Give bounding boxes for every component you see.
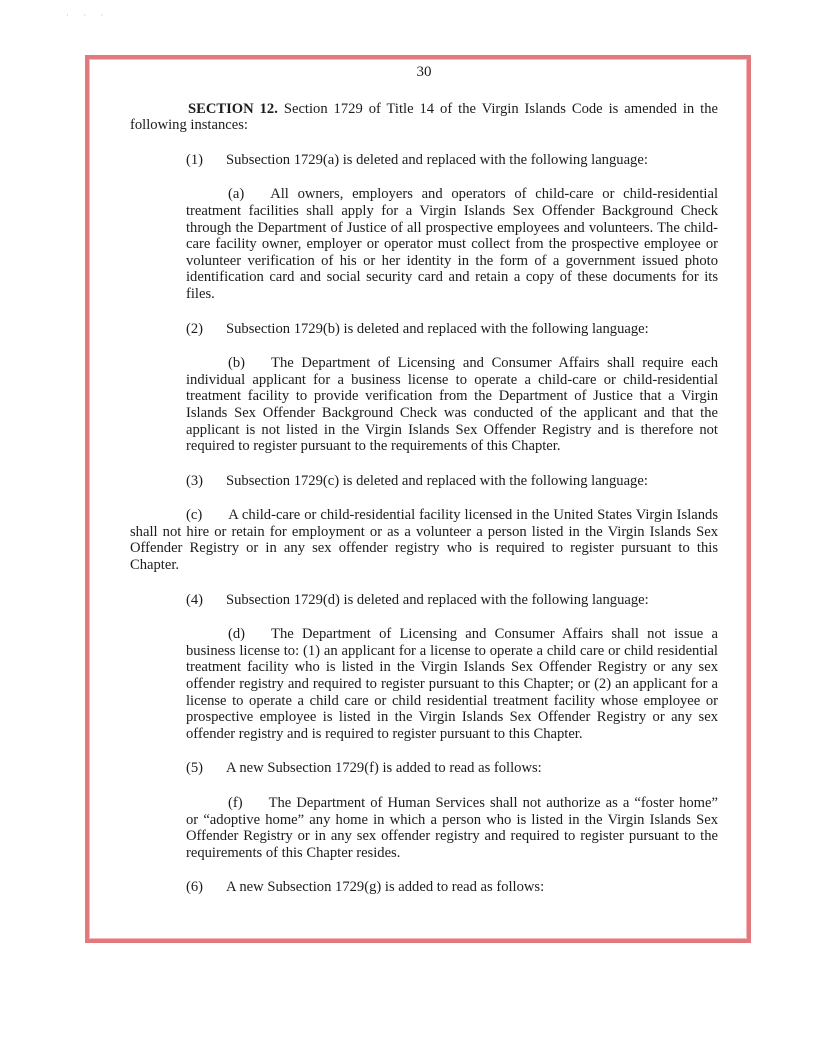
amendment-item-6 bbox=[130, 879, 718, 896]
item-number: (4) bbox=[186, 591, 204, 608]
item-number: (5) bbox=[186, 760, 204, 777]
section-intro: Section 1729 of Title 14 of the Virgin Islands Code is amended in the following instances: bbox=[130, 100, 719, 134]
section-label: SECTION 12. bbox=[188, 100, 278, 117]
amendment-item-3 bbox=[130, 473, 718, 490]
subsection-label: (c) bbox=[186, 507, 203, 524]
item-instruction: Subsection 1729(b) is deleted and replaced with the following language: bbox=[226, 320, 649, 337]
page-number: 30 bbox=[416, 64, 432, 80]
amendment-item-4 bbox=[130, 592, 718, 609]
subsection-body: The Department of Licensing and Consumer Affairs shall require each individual applicant for a business license to operate a child-care or child-residential treatment facility to provide verification from the Department of Justice that a Virgin Islands Sex Offender Background Check was conducted of the applicant and that the applicant is not listed in the Virgin Islands Sex Offender Registry and is therefore not required to register pursuant to the requirements of this Chapter. bbox=[186, 355, 718, 455]
subsection-f-text bbox=[130, 795, 718, 861]
subsection-d-text bbox=[130, 626, 718, 742]
subsection-a-text bbox=[130, 186, 718, 302]
subsection-label: (d) bbox=[228, 626, 246, 643]
subsection-c-text bbox=[130, 507, 718, 573]
item-instruction: Subsection 1729(d) is deleted and replaced with the following language: bbox=[226, 591, 649, 608]
item-number: (2) bbox=[186, 320, 204, 337]
subsection-body: The Department of Human Services shall not authorize as a “foster home” or “adoptive home” any home in which a person who is listed in the Virgin Islands Sex Offender Registry or in any sex offender registry and required to register pursuant to the requirements of this Chapter resides. bbox=[186, 795, 718, 861]
subsection-label: (b) bbox=[228, 355, 246, 372]
document-body bbox=[130, 64, 718, 914]
subsection-label: (f) bbox=[228, 795, 243, 811]
item-instruction: A new Subsection 1729(f) is added to read as follows: bbox=[226, 760, 542, 777]
subsection-b-text bbox=[130, 355, 718, 455]
item-instruction: A new Subsection 1729(g) is added to read as follows: bbox=[226, 879, 545, 896]
subsection-body: All owners, employers and operators of child-care or child-residential treatment facilities shall apply for a Virgin Islands Sex Offender Background Check through the Department of Justice of all prospective employees and volunteers. The child-care facility owner, employer or operator must collect from the prospective employee or volunteer verification of his or her identity in the form of a government issued photo identification card and social security card and retain a copy of these documents for its files. bbox=[186, 186, 718, 302]
scan-corner-marks: · · · bbox=[66, 10, 110, 20]
subsection-label: (a) bbox=[228, 186, 245, 203]
item-instruction: Subsection 1729(c) is deleted and replaced with the following language: bbox=[226, 472, 648, 489]
item-number: (1) bbox=[186, 151, 204, 168]
subsection-body: The Department of Licensing and Consumer Affairs shall not issue a business license to: (1) an applicant for a license to operate a child care or child residential treatment facility who is listed in the Virgin Islands Sex Offender Registry or any sex offender registry and required to register pursuant to this Chapter; or (2) an applicant for a license to operate a child care or child residential treatment facility whose employee or prospective employee is listed in the Virgin Islands Sex Offender Registry or any sex offender registry and is required to register pursuant to this Chapter. bbox=[186, 626, 718, 742]
amendment-item-2 bbox=[130, 321, 718, 338]
amendment-item-5 bbox=[130, 760, 718, 777]
item-number: (6) bbox=[186, 879, 204, 896]
item-instruction: Subsection 1729(a) is deleted and replaced with the following language: bbox=[226, 151, 648, 168]
item-number: (3) bbox=[186, 472, 204, 489]
subsection-body: A child-care or child-residential facility licensed in the United States Virgin Islands shall not hire or retain for employment or as a volunteer a person listed in the Virgin Islands Sex Offender Registry or in any sex offender registry who is required to register pursuant to this Chapter. bbox=[130, 507, 718, 574]
section-heading-paragraph bbox=[130, 101, 718, 134]
amendment-item-1 bbox=[130, 152, 718, 169]
